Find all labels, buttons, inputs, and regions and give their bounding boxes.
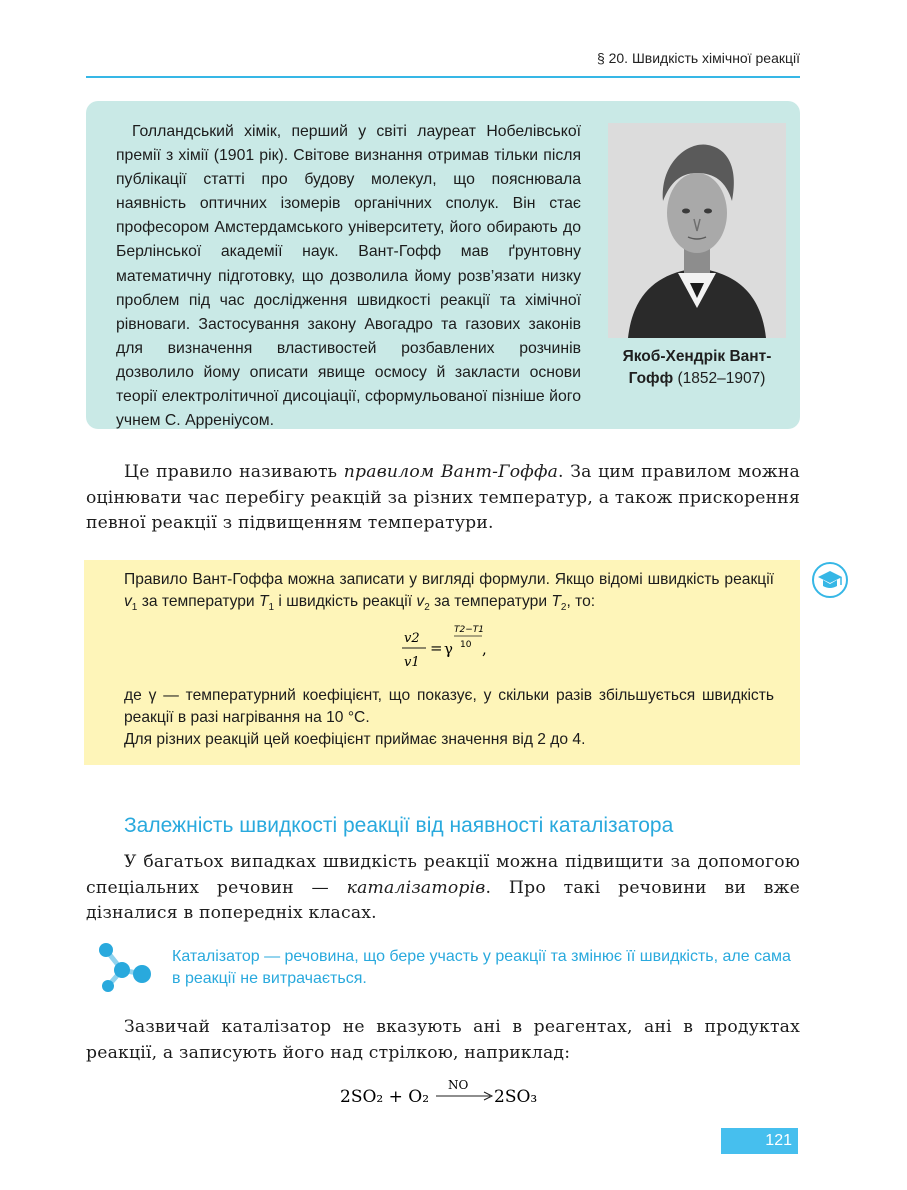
rule-text-part: за температури (429, 593, 552, 610)
molecule-icon (94, 940, 154, 996)
paragraph-text: . Про такі речовини ви вже дізналися в попередніх класах. (86, 877, 800, 923)
portrait-photo (608, 123, 786, 338)
svg-text:,: , (482, 640, 487, 658)
equation-catalyst: NO (448, 1078, 469, 1092)
equation-reactants: 2SO₂ + O₂ (340, 1087, 430, 1107)
definition-catalyst: Каталізатор — речовина, що бере участь у реакції та змінює її швидкість, але сама в реакції не витрачається. (172, 948, 791, 987)
equation-products: 2SO₃ (494, 1087, 538, 1107)
rule-intro (124, 569, 774, 619)
chemical-equation (340, 1076, 560, 1112)
running-header: § 20. Швидкість хімічної реакції (596, 50, 800, 66)
caption-name: Якоб-Хендрік Вант-Гофф (622, 348, 772, 387)
paragraph-text: Це правило називають (124, 462, 344, 482)
portrait-caption (604, 346, 790, 390)
formula-gamma: γ (444, 640, 453, 658)
graduation-cap-icon (811, 561, 849, 599)
formula-denominator: v1 (404, 655, 420, 670)
rule-text-part: , то: (566, 593, 596, 610)
subscript: 1 (268, 602, 275, 614)
formula-exponent-denominator: 10 (460, 640, 472, 650)
paragraph-notation (86, 1015, 800, 1066)
section-heading: Залежність швидкості реакції від наявності каталізатора (124, 814, 674, 837)
caption-years: (1852–1907) (677, 370, 766, 387)
symbol-v: v (416, 593, 425, 610)
rule-text-part: і швидкість реакції (274, 593, 417, 610)
emphasis-term: каталізаторів (346, 877, 486, 898)
rule-text-part: Правило Вант-Гоффа можна записати у вигляді формули. Якщо відомі швидкість реакції (124, 571, 774, 588)
subscript: 2 (424, 602, 430, 614)
paragraph-text: . За цим правилом можна оцінювати час перебігу реакцій за різних температур, а також прискорення певної реакції з підвищенням температури. (86, 462, 801, 533)
paragraph-catalysts (86, 850, 800, 927)
vant-hoff-formula (400, 622, 510, 678)
symbol-T: T (551, 593, 561, 610)
symbol-v: v (124, 593, 132, 610)
formula-exponent-numerator: T2−T1 (454, 625, 484, 635)
rule-text-part: за температури (137, 593, 259, 610)
subscript: 1 (131, 602, 138, 614)
rule-range: Для різних реакцій цей коефіцієнт приймає значення від 2 до 4. (124, 731, 586, 748)
subscript: 2 (560, 602, 567, 614)
emphasis-term: правилом Вант-Гоффа (343, 462, 559, 482)
header-divider (86, 76, 800, 78)
page-number-box (721, 1128, 798, 1154)
paragraph-vant-hoff-rule (86, 460, 800, 537)
rule-explanation: де γ — температурний коефіцієнт, що показує, у скільки разів збільшується швидкість реакції в разі нагрівання на 10 °С. (124, 687, 774, 726)
biography-text: Голландський хімік, перший у світі лауреат Нобелівської премії з хімії (1901 рік). Світове визнання отримав тільки після публікації статті про будову молекул, що пояснювала наявність оптичних ізомерів органічних сполук. Він стає професором Амстердамського університету, його обирають до Берлінської академії наук. Вант-Гофф мав ґрунтовну математичну підготовку, що дозволила йому розв’язати низку проблем під час дослідження швидкості реакції та хімічної рівноваги. Застосування закону Авогадро та газових законів для визначення властивостей розбавлених розчинів дозволило йому описати явище осмосу й закласти основи теорії електролітичної дисоціації, сформульованої пізніше його учнем С. Арреніусом. (116, 123, 581, 430)
page-number: 121 (765, 1132, 792, 1149)
formula-numerator: v2 (404, 631, 420, 646)
svg-text:=: = (430, 639, 443, 657)
paragraph-text: Зазвичай каталізатор не вказують ані в реагентах, ані в продуктах реакції, а записують його над стрілкою, наприклад: (86, 1017, 800, 1063)
paragraph-text: У багатьох випадках швидкість реакції можна підвищити за допомогою спеціальних речовин — (86, 852, 800, 898)
symbol-T: T (258, 593, 269, 610)
